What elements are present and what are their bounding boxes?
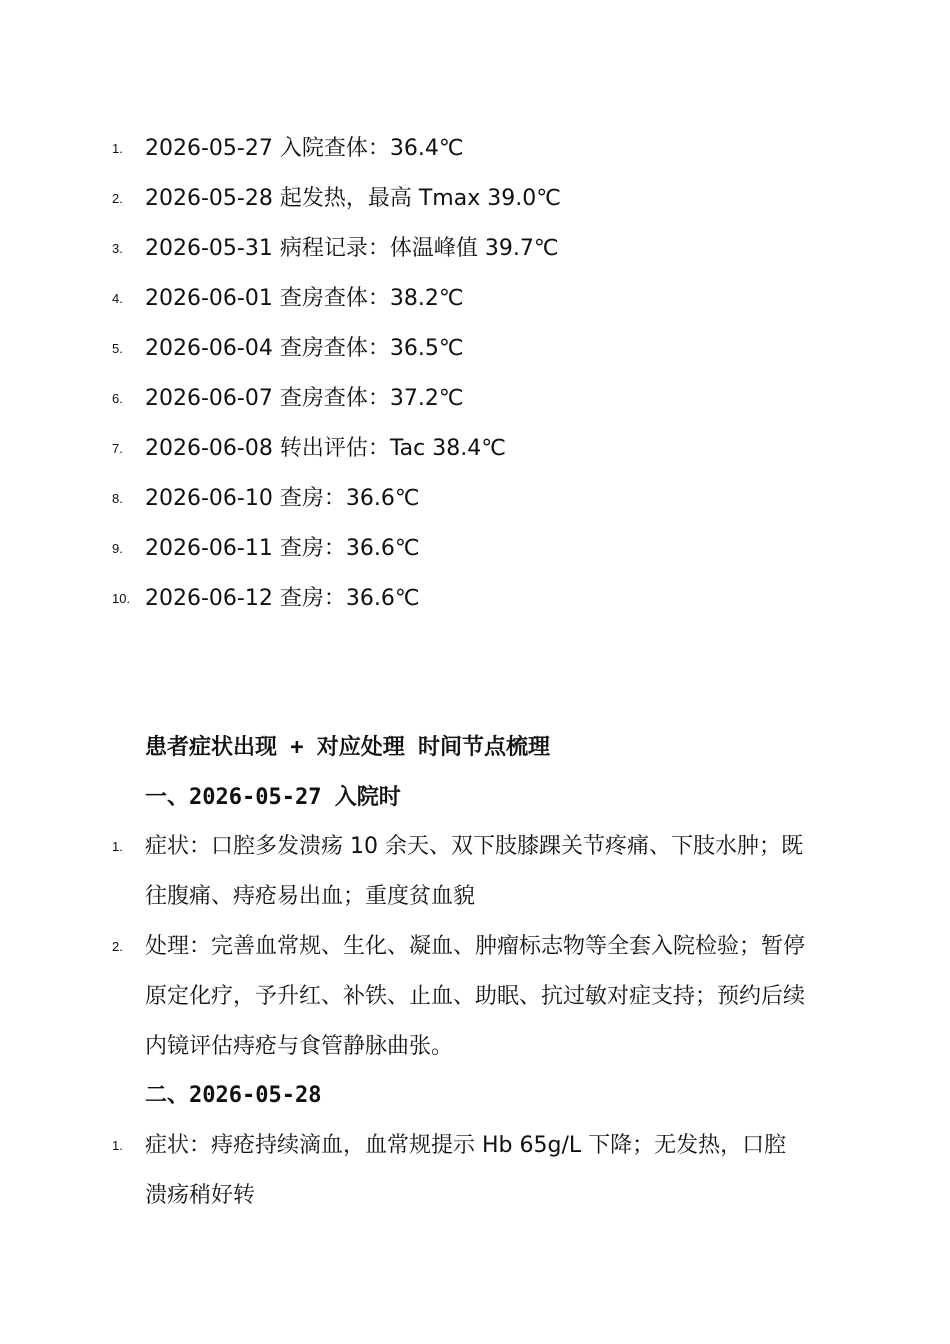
list-text: 2026-06-10 查房：36.6℃ xyxy=(145,486,420,511)
list-text: 2026-06-01 查房查体：38.2℃ xyxy=(145,286,464,311)
list-text: 2026-06-12 查房：36.6℃ xyxy=(145,586,420,611)
section-heading: 一、2026-05-27 入院时 xyxy=(145,785,401,810)
list-text: 症状：口腔多发溃疡 10 余天、双下肢膝踝关节疼痛、下肢水肿；既往腹痛、痔疮易出血；重度贫血貌 xyxy=(145,834,803,909)
list-item xyxy=(0,474,950,524)
list-item xyxy=(0,324,950,374)
list-number: 6. xyxy=(112,391,123,406)
list-text: 2026-05-31 病程记录：体温峰值 39.7℃ xyxy=(145,236,559,261)
list-item xyxy=(0,374,950,424)
list-text: 2026-06-04 查房查体：36.5℃ xyxy=(145,336,464,361)
list-item xyxy=(0,224,950,274)
list-item xyxy=(0,822,950,922)
list-text: 症状：痔疮持续滴血，血常规提示 Hb 65g/L 下降；无发热，口腔溃疡稍好转 xyxy=(145,1133,787,1208)
list-number: 1. xyxy=(112,141,123,156)
section-heading: 二、2026-05-28 xyxy=(145,1083,322,1108)
list-number: 1. xyxy=(112,839,123,854)
list-number: 3. xyxy=(112,241,123,256)
list-number: 8. xyxy=(112,491,123,506)
list-number: 4. xyxy=(112,291,123,306)
list-item xyxy=(0,1121,950,1221)
list-text: 2026-05-28 起发热，最高 Tmax 39.0℃ xyxy=(145,186,561,211)
list-item xyxy=(0,124,950,174)
list-text: 2026-06-11 查房：36.6℃ xyxy=(145,536,420,561)
page-title: 患者症状出现 + 对应处理 时间节点梳理 xyxy=(145,735,550,760)
list-item xyxy=(0,274,950,324)
list-number: 5. xyxy=(112,341,123,356)
list-number: 10. xyxy=(112,591,131,606)
list-text: 处理：完善血常规、生化、凝血、肿瘤标志物等全套入院检验；暂停原定化疗，予升红、补铁、止血、助眠、抗过敏对症支持；预约后续内镜评估痔疮与食管静脉曲张。 xyxy=(145,934,806,1059)
list-item xyxy=(0,524,950,574)
list-text: 2026-05-27 入院查体：36.4℃ xyxy=(145,136,464,161)
list-item xyxy=(0,922,950,1072)
list-number: 2. xyxy=(112,939,123,954)
list-item xyxy=(0,424,950,474)
list-number: 9. xyxy=(112,541,123,556)
temperature-list xyxy=(0,124,950,624)
list-number: 7. xyxy=(112,441,123,456)
list-text: 2026-06-08 转出评估：Tac 38.4℃ xyxy=(145,436,506,461)
list-text: 2026-06-07 查房查体：37.2℃ xyxy=(145,386,464,411)
list-number: 2. xyxy=(112,191,123,206)
list-item xyxy=(0,174,950,224)
list-number: 1. xyxy=(112,1138,123,1153)
list-item xyxy=(0,574,950,624)
